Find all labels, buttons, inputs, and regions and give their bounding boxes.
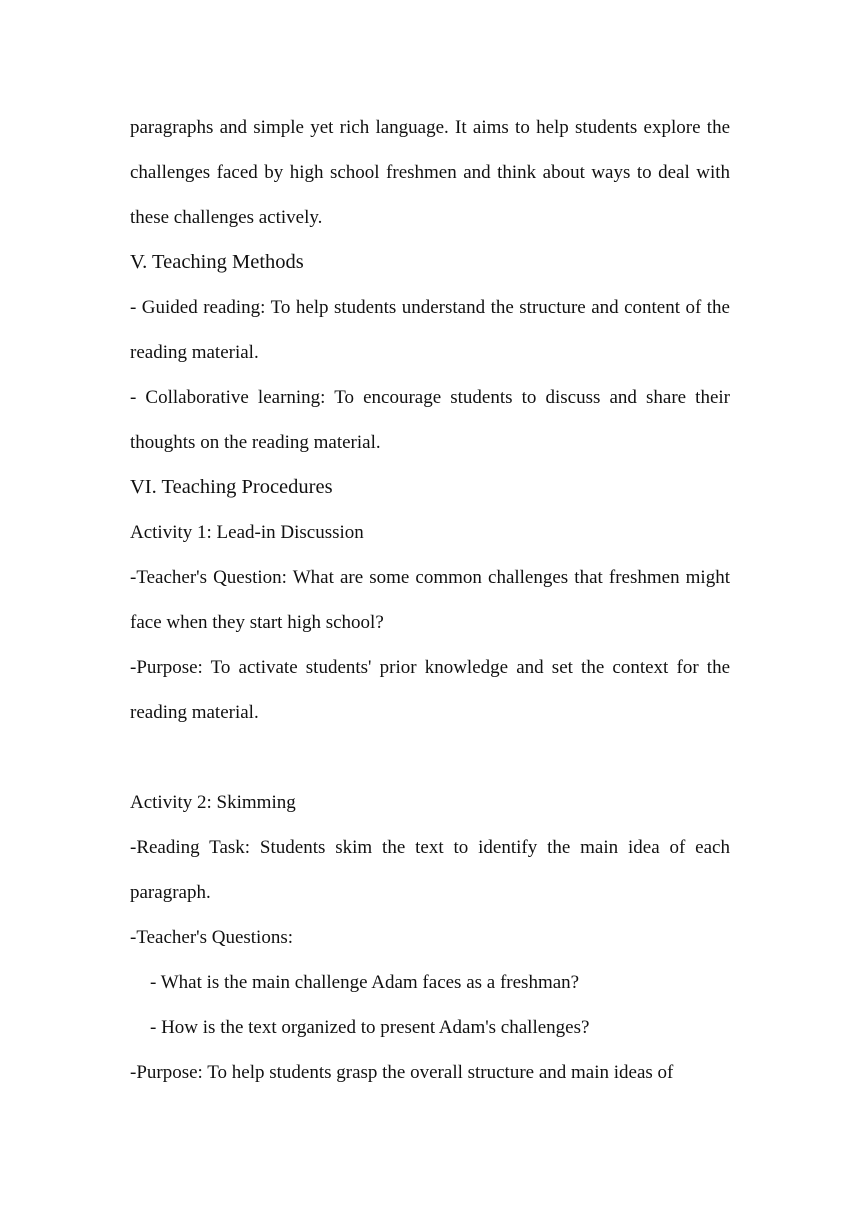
- blank-line: [130, 735, 730, 780]
- activity-2-teacher-questions-label: -Teacher's Questions:: [130, 927, 294, 948]
- paragraph-guided-reading: - Guided reading: To help students understand the structure and content of the reading material.: [130, 297, 730, 363]
- activity-2-title: Activity 2: Skimming: [130, 792, 296, 813]
- activity-1-purpose: -Purpose: To activate students' prior knowledge and set the context for the reading material.: [130, 657, 730, 723]
- activity-2-purpose: -Purpose: To help students grasp the overall structure and main ideas of: [130, 1062, 674, 1083]
- activity-2-question-2: - How is the text organized to present Adam's challenges?: [150, 1017, 590, 1038]
- paragraph-collaborative-learning: - Collaborative learning: To encourage students to discuss and share their thoughts on the reading material.: [130, 387, 730, 453]
- activity-1-title: Activity 1: Lead-in Discussion: [130, 522, 364, 543]
- section-heading-teaching-methods: V. Teaching Methods: [130, 251, 304, 273]
- document-body: [130, 105, 730, 1095]
- activity-1-teacher-question: -Teacher's Question: What are some common challenges that freshmen might face when they start high school?: [130, 567, 730, 633]
- section-heading-teaching-procedures: VI. Teaching Procedures: [130, 476, 333, 498]
- activity-2-question-1: - What is the main challenge Adam faces as a freshman?: [150, 972, 580, 993]
- activity-2-reading-task: -Reading Task: Students skim the text to identify the main idea of each paragraph.: [130, 837, 730, 903]
- paragraph-intro-continued: paragraphs and simple yet rich language. It aims to help students explore the challenges faced by high school freshmen and think about ways to deal with these challenges actively.: [130, 117, 730, 228]
